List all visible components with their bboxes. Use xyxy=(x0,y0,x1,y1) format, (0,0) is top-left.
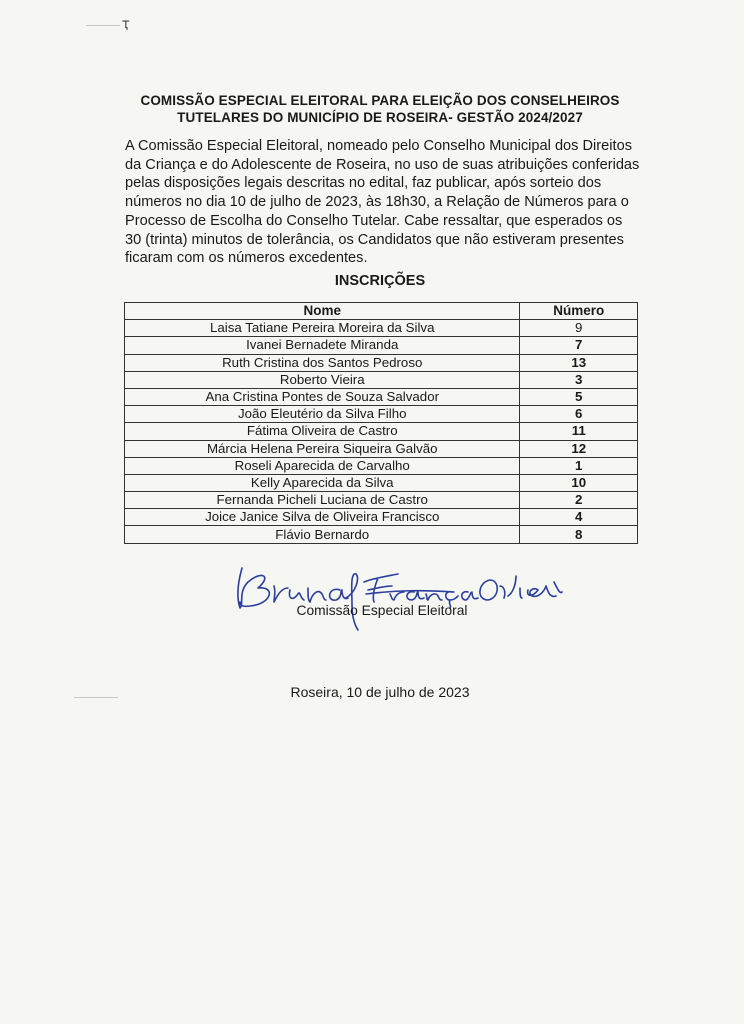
candidate-number: 3 xyxy=(520,371,638,388)
signature-caption: Comissão Especial Eleitoral xyxy=(296,603,468,618)
table-row xyxy=(125,388,638,405)
candidate-number: 12 xyxy=(520,440,638,457)
table-row xyxy=(125,406,638,423)
candidate-number: 1 xyxy=(520,457,638,474)
paragraph-line: da Criança e do Adolescente de Roseira, no uso de suas atribuições conferidas xyxy=(125,156,640,173)
candidate-name: Flávio Bernardo xyxy=(125,526,520,543)
candidate-number: 6 xyxy=(520,406,638,423)
registrations-table xyxy=(124,302,638,544)
scan-speck: ҭ xyxy=(122,17,130,32)
document-title xyxy=(90,92,670,126)
title-line: TUTELARES DO MUNICÍPIO DE ROSEIRA- GESTÃO 2024/2027 xyxy=(177,110,583,125)
candidate-name: Márcia Helena Pereira Siqueira Galvão xyxy=(125,440,520,457)
candidate-name: Fátima Oliveira de Castro xyxy=(125,423,520,440)
candidate-name: Ruth Cristina dos Santos Pedroso xyxy=(125,354,520,371)
table-row xyxy=(125,457,638,474)
candidate-name: Roseli Aparecida de Carvalho xyxy=(125,457,520,474)
candidate-name: Fernanda Picheli Luciana de Castro xyxy=(125,492,520,509)
paragraph-line: ficaram com os números excedentes. xyxy=(125,250,368,267)
candidate-name: Kelly Aparecida da Silva xyxy=(125,474,520,491)
table-header-row xyxy=(125,303,638,320)
table-row xyxy=(125,423,638,440)
table-row xyxy=(125,474,638,491)
candidate-name: Laisa Tatiane Pereira Moreira da Silva xyxy=(125,320,520,337)
candidate-number: 11 xyxy=(520,423,638,440)
place-date: Roseira, 10 de julho de 2023 xyxy=(290,684,470,700)
table-row xyxy=(125,354,638,371)
scan-mark xyxy=(74,697,118,698)
candidate-number: 7 xyxy=(520,337,638,354)
table-row xyxy=(125,440,638,457)
table-row xyxy=(125,337,638,354)
paragraph-line: pelas disposições legais descritas no edital, faz publicar, após sorteio dos xyxy=(125,175,602,192)
candidate-number: 4 xyxy=(520,509,638,526)
section-heading: INSCRIÇÕES xyxy=(334,273,426,289)
table-row xyxy=(125,371,638,388)
table-row xyxy=(125,509,638,526)
paragraph-line: números no dia 10 de julho de 2023, às 18h30, a Relação de Números para o xyxy=(125,194,629,211)
column-header-number: Número xyxy=(520,303,638,320)
candidate-name: Ana Cristina Pontes de Souza Salvador xyxy=(125,388,520,405)
title-line: COMISSÃO ESPECIAL ELEITORAL PARA ELEIÇÃO DOS CONSELHEIROS xyxy=(140,93,620,108)
paragraph-line: Processo de Escolha do Conselho Tutelar. Cabe ressaltar, que esperados os xyxy=(125,212,623,229)
scan-mark xyxy=(86,25,120,26)
candidate-number: 9 xyxy=(520,320,638,337)
candidate-name: João Eleutério da Silva Filho xyxy=(125,406,520,423)
paragraph-line: A Comissão Especial Eleitoral, nomeado pelo Conselho Municipal dos Direitos xyxy=(125,138,632,154)
paragraph-line: 30 (trinta) minutos de tolerância, os Candidatos que não estiveram presentes xyxy=(125,231,624,248)
candidate-name: Roberto Vieira xyxy=(125,371,520,388)
candidate-number: 10 xyxy=(520,474,638,491)
candidate-number: 5 xyxy=(520,388,638,405)
candidate-name: Ivanei Bernadete Miranda xyxy=(125,337,520,354)
candidate-name: Joice Janice Silva de Oliveira Francisco xyxy=(125,509,520,526)
candidate-number: 2 xyxy=(520,492,638,509)
candidate-number: 8 xyxy=(520,526,638,543)
handwritten-signature xyxy=(228,552,568,632)
table-row xyxy=(125,492,638,509)
table-row xyxy=(125,320,638,337)
table-row xyxy=(125,526,638,543)
intro-paragraph xyxy=(125,137,645,268)
candidate-number: 13 xyxy=(520,354,638,371)
column-header-name: Nome xyxy=(125,303,520,320)
